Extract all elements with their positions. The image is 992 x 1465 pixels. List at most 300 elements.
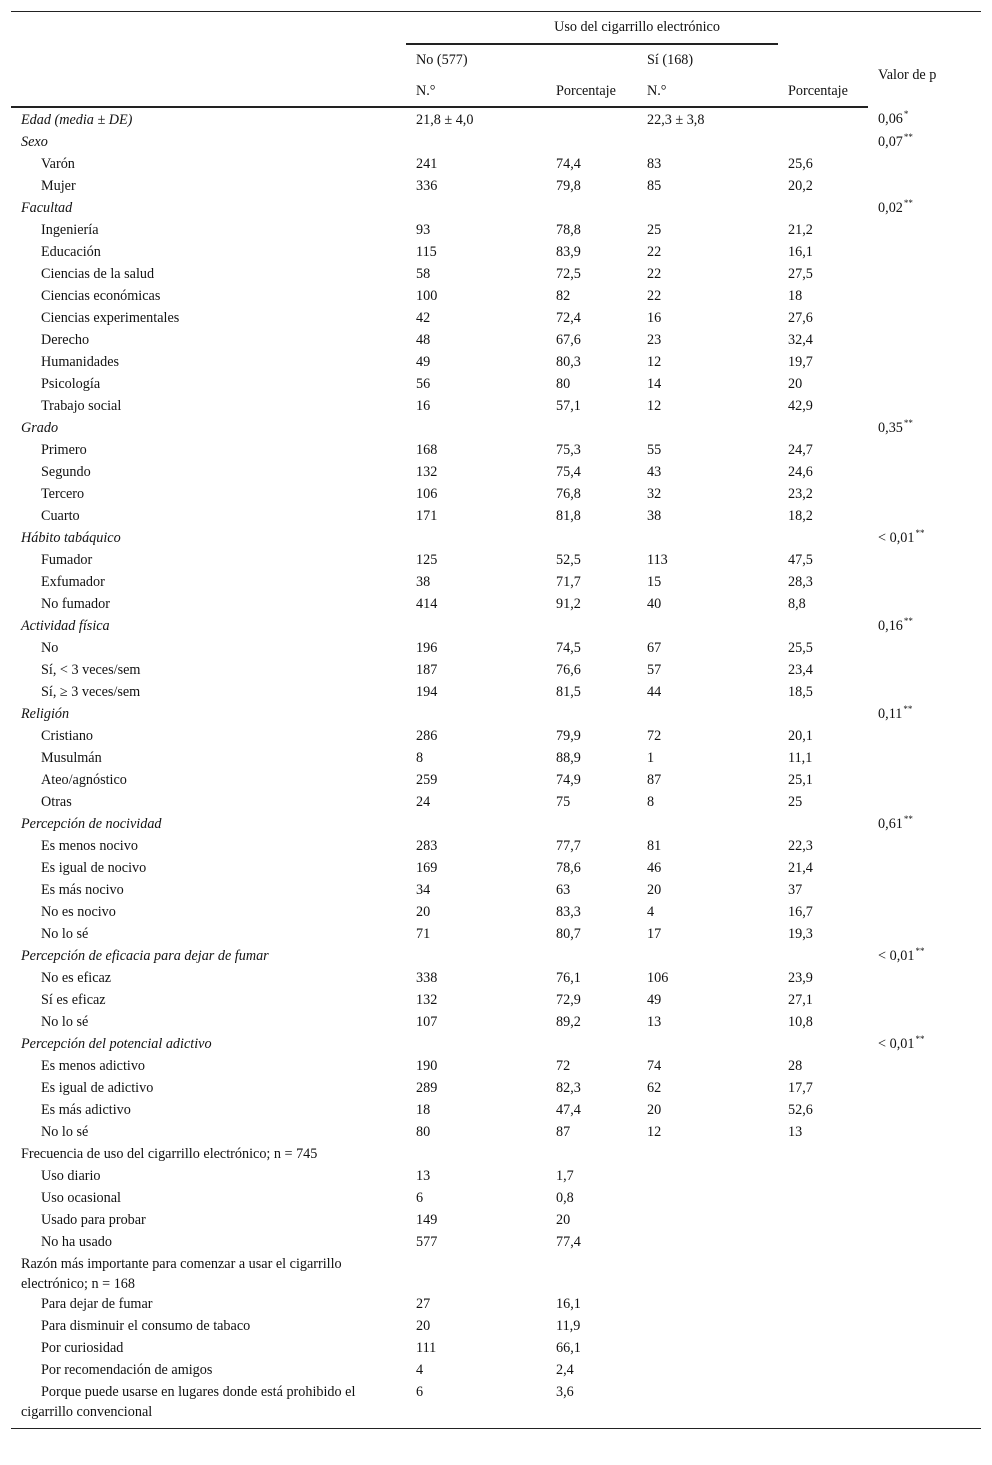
table-row — [11, 836, 981, 858]
no-percent-cell — [546, 748, 637, 770]
no-count-cell-text: 6 — [416, 1190, 424, 1206]
row-label — [11, 550, 406, 572]
pvalue-cell — [868, 1382, 981, 1429]
si-count-cell-text: 22 — [647, 288, 662, 304]
no-count-cell-text: 16 — [416, 398, 431, 414]
no-percent-cell — [546, 506, 637, 528]
row-label — [11, 440, 406, 462]
row-label — [11, 1078, 406, 1100]
si-count-cell-text: 12 — [647, 1124, 662, 1140]
pvalue-cell — [868, 1188, 981, 1210]
no-count-cell-text: 132 — [416, 992, 438, 1008]
no-percent-cell — [546, 946, 637, 968]
no-count-cell-text: 18 — [416, 1102, 431, 1118]
no-count-cell-text: 93 — [416, 222, 431, 238]
si-percent-cell-text: 27,6 — [788, 310, 813, 326]
si-count-cell — [637, 704, 778, 726]
si-percent-cell — [778, 572, 868, 594]
si-percent-cell — [778, 814, 868, 836]
row-label — [11, 1122, 406, 1144]
category-row — [11, 107, 981, 132]
table-row — [11, 1338, 981, 1360]
row-label-text: Por recomendación de amigos — [41, 1362, 213, 1378]
no-percent-cell — [546, 1122, 637, 1144]
row-label — [11, 1360, 406, 1382]
si-count-cell-text: 83 — [647, 156, 662, 172]
no-percent-cell — [546, 528, 637, 550]
no-percent-cell — [546, 660, 637, 682]
pvalue-cell — [868, 946, 981, 968]
pvalue-cell — [868, 396, 981, 418]
no-percent-cell — [546, 968, 637, 990]
no-percent-cell — [546, 902, 637, 924]
table-header — [11, 12, 981, 108]
si-percent-cell-text: 28 — [788, 1058, 803, 1074]
row-label-text: Uso diario — [41, 1168, 101, 1184]
no-count-cell — [406, 1166, 546, 1188]
si-percent-cell — [778, 308, 868, 330]
row-label — [11, 682, 406, 704]
si-count-cell-text: 81 — [647, 838, 662, 854]
row-label-text: No ha usado — [41, 1234, 112, 1250]
row-label-text: Sí, ≥ 3 veces/sem — [41, 684, 141, 700]
si-count-cell-text: 12 — [647, 398, 662, 414]
pvalue-cell — [868, 1210, 981, 1232]
pvalue-cell — [868, 352, 981, 374]
table-row — [11, 1166, 981, 1188]
si-percent-cell-text: 37 — [788, 882, 803, 898]
row-label-text: Psicología — [41, 376, 101, 392]
header-empty — [778, 44, 868, 76]
pvalue-cell — [868, 1100, 981, 1122]
row-label-text: Humanidades — [41, 354, 120, 370]
table-row — [11, 462, 981, 484]
si-count-cell — [637, 748, 778, 770]
si-count-cell — [637, 506, 778, 528]
row-label-text: No lo sé — [41, 926, 89, 942]
no-percent-cell — [546, 836, 637, 858]
no-count-cell-text: 125 — [416, 552, 438, 568]
si-count-cell — [637, 286, 778, 308]
row-label-text: Es igual de adictivo — [41, 1080, 154, 1096]
si-percent-cell — [778, 594, 868, 616]
significance-marker: ** — [915, 1034, 925, 1044]
si-percent-cell-text: 18 — [788, 288, 803, 304]
no-count-cell — [406, 550, 546, 572]
row-label — [11, 176, 406, 198]
category-row — [11, 946, 981, 968]
si-count-cell — [637, 176, 778, 198]
si-percent-cell — [778, 550, 868, 572]
row-label — [11, 990, 406, 1012]
no-count-cell — [406, 286, 546, 308]
no-count-cell-text: 577 — [416, 1234, 438, 1250]
si-percent-cell-text: 28,3 — [788, 574, 813, 590]
row-label — [11, 660, 406, 682]
si-percent-cell — [778, 836, 868, 858]
si-percent-cell — [778, 1034, 868, 1056]
row-label — [11, 1012, 406, 1034]
row-label-text: Exfumador — [41, 574, 105, 590]
no-percent-cell-text: 77,4 — [556, 1234, 581, 1250]
si-percent-cell — [778, 1122, 868, 1144]
no-percent-cell — [546, 858, 637, 880]
table-row — [11, 1012, 981, 1034]
row-label — [11, 572, 406, 594]
table-row — [11, 880, 981, 902]
row-label-text: Percepción de nocividad — [21, 816, 162, 832]
no-percent-cell — [546, 198, 637, 220]
no-count-cell-text: 171 — [416, 508, 438, 524]
si-percent-cell-text: 20,2 — [788, 178, 813, 194]
category-row — [11, 198, 981, 220]
si-percent-cell-text: 42,9 — [788, 398, 813, 414]
no-count-cell-text: 24 — [416, 794, 431, 810]
si-percent-cell — [778, 1254, 868, 1294]
si-percent-cell — [778, 374, 868, 396]
pvalue-cell — [868, 528, 981, 550]
table-row — [11, 858, 981, 880]
row-label-text: Percepción del potencial adictivo — [21, 1036, 212, 1052]
no-percent-cell — [546, 286, 637, 308]
pvalue-cell — [868, 770, 981, 792]
si-count-cell-text: 49 — [647, 992, 662, 1008]
si-percent-cell — [778, 748, 868, 770]
no-count-cell — [406, 396, 546, 418]
pvalue-cell-text: < 0,01 — [878, 1036, 915, 1052]
no-count-cell-text: 38 — [416, 574, 431, 590]
row-label — [11, 1210, 406, 1232]
no-percent-cell-text: 89,2 — [556, 1014, 581, 1030]
pvalue-cell — [868, 616, 981, 638]
no-count-cell-text: 115 — [416, 244, 437, 260]
no-count-cell-text: 34 — [416, 882, 431, 898]
si-percent-cell-text: 23,2 — [788, 486, 813, 502]
pvalue-cell — [868, 550, 981, 572]
no-count-cell-text: 190 — [416, 1058, 438, 1074]
row-label — [11, 396, 406, 418]
no-percent-cell — [546, 770, 637, 792]
row-label-text: Es menos adictivo — [41, 1058, 146, 1074]
pvalue-cell — [868, 1012, 981, 1034]
table-row — [11, 1360, 981, 1382]
table-row — [11, 924, 981, 946]
no-count-cell — [406, 1254, 546, 1294]
pvalue-cell — [868, 440, 981, 462]
category-row — [11, 704, 981, 726]
no-percent-cell — [546, 1034, 637, 1056]
si-count-cell — [637, 814, 778, 836]
si-count-cell-text: 20 — [647, 882, 662, 898]
table-row — [11, 506, 981, 528]
no-percent-cell-text: 2,4 — [556, 1362, 574, 1378]
no-percent-cell — [546, 154, 637, 176]
category-row — [11, 132, 981, 154]
si-percent-cell-text: 27,5 — [788, 266, 813, 282]
si-count-cell-text: 23 — [647, 332, 662, 348]
pvalue-cell — [868, 506, 981, 528]
no-count-cell — [406, 374, 546, 396]
table-row — [11, 660, 981, 682]
no-percent-cell-text: 66,1 — [556, 1340, 581, 1356]
si-n-header: N.° — [637, 76, 778, 107]
no-percent-cell-text: 72 — [556, 1058, 571, 1074]
si-count-cell-text: 13 — [647, 1014, 662, 1030]
si-percent-cell — [778, 1056, 868, 1078]
row-label — [11, 792, 406, 814]
category-row — [11, 528, 981, 550]
si-count-cell-text: 113 — [647, 552, 668, 568]
row-label-text: Sí es eficaz — [41, 992, 106, 1008]
si-percent-cell-text: 20 — [788, 376, 803, 392]
no-percent-cell — [546, 704, 637, 726]
row-label — [11, 638, 406, 660]
si-count-cell-text: 8 — [647, 794, 655, 810]
table-row — [11, 1232, 981, 1254]
no-count-cell — [406, 616, 546, 638]
no-count-cell — [406, 462, 546, 484]
no-count-cell-text: 42 — [416, 310, 431, 326]
si-count-cell — [637, 462, 778, 484]
si-percent-cell — [778, 484, 868, 506]
si-percent-cell-text: 23,4 — [788, 662, 813, 678]
no-count-cell-text: 283 — [416, 838, 438, 854]
table-row — [11, 638, 981, 660]
row-label-text: Primero — [41, 442, 87, 458]
no-percent-cell-text: 80,7 — [556, 926, 581, 942]
row-label — [11, 880, 406, 902]
pvalue-cell — [868, 1144, 981, 1166]
no-count-cell — [406, 154, 546, 176]
pvalue-cell — [868, 924, 981, 946]
row-label-text: No — [41, 640, 59, 656]
table-row — [11, 1382, 981, 1429]
si-count-cell — [637, 1034, 778, 1056]
no-count-cell — [406, 704, 546, 726]
pvalue-cell — [868, 462, 981, 484]
si-pct-header: Porcentaje — [778, 76, 868, 107]
no-percent-cell-text: 75,4 — [556, 464, 581, 480]
category-row — [11, 1034, 981, 1056]
no-count-cell — [406, 946, 546, 968]
no-count-cell-text: 241 — [416, 156, 438, 172]
si-percent-cell — [778, 176, 868, 198]
si-percent-cell — [778, 1100, 868, 1122]
pvalue-cell — [868, 264, 981, 286]
no-count-cell-text: 196 — [416, 640, 438, 656]
si-percent-cell-text: 52,6 — [788, 1102, 813, 1118]
no-percent-cell — [546, 814, 637, 836]
table-row — [11, 968, 981, 990]
no-percent-cell-text: 83,3 — [556, 904, 581, 920]
row-label — [11, 704, 406, 726]
no-count-cell-text: 132 — [416, 464, 438, 480]
si-percent-cell — [778, 286, 868, 308]
si-percent-cell — [778, 880, 868, 902]
si-count-cell — [637, 1294, 778, 1316]
row-label — [11, 1056, 406, 1078]
row-label-text: No fumador — [41, 596, 110, 612]
pvalue-cell — [868, 132, 981, 154]
row-label-text: Percepción de eficacia para dejar de fumar — [21, 948, 269, 964]
no-count-cell-text: 338 — [416, 970, 438, 986]
no-count-cell — [406, 1360, 546, 1382]
no-percent-cell — [546, 1294, 637, 1316]
no-count-cell — [406, 330, 546, 352]
no-count-cell — [406, 1122, 546, 1144]
no-percent-cell — [546, 1056, 637, 1078]
row-label-text: Otras — [41, 794, 72, 810]
si-count-cell-text: 4 — [647, 904, 655, 920]
no-percent-cell — [546, 1100, 637, 1122]
header-empty — [11, 76, 406, 107]
no-count-cell — [406, 682, 546, 704]
si-percent-cell — [778, 396, 868, 418]
pvalue-cell — [868, 1166, 981, 1188]
si-count-cell — [637, 484, 778, 506]
si-percent-cell-text: 32,4 — [788, 332, 813, 348]
table-row — [11, 308, 981, 330]
no-percent-cell — [546, 484, 637, 506]
category-row — [11, 1144, 981, 1166]
no-percent-cell — [546, 374, 637, 396]
category-row — [11, 418, 981, 440]
no-count-cell — [406, 1210, 546, 1232]
si-percent-cell — [778, 1144, 868, 1166]
table-row — [11, 440, 981, 462]
si-percent-cell-text: 19,3 — [788, 926, 813, 942]
si-count-cell — [637, 682, 778, 704]
row-label — [11, 1100, 406, 1122]
no-count-cell — [406, 1382, 546, 1429]
si-count-cell-text: 67 — [647, 640, 662, 656]
si-percent-cell-text: 20,1 — [788, 728, 813, 744]
no-count-cell-text: 336 — [416, 178, 438, 194]
table-row — [11, 396, 981, 418]
table-row — [11, 594, 981, 616]
no-count-cell — [406, 902, 546, 924]
row-label — [11, 1166, 406, 1188]
no-percent-cell — [546, 990, 637, 1012]
significance-marker: ** — [915, 946, 925, 956]
si-count-cell-text: 40 — [647, 596, 662, 612]
si-percent-cell-text: 18,2 — [788, 508, 813, 524]
no-count-cell — [406, 748, 546, 770]
si-percent-cell-text: 25 — [788, 794, 803, 810]
pvalue-header: Valor de p — [878, 67, 937, 83]
si-percent-cell — [778, 528, 868, 550]
row-label-text: Ateo/agnóstico — [41, 772, 127, 788]
row-label — [11, 1034, 406, 1056]
no-percent-cell — [546, 1210, 637, 1232]
pvalue-cell — [868, 484, 981, 506]
si-count-cell — [637, 330, 778, 352]
no-count-cell — [406, 594, 546, 616]
si-count-cell — [637, 946, 778, 968]
no-percent-cell — [546, 396, 637, 418]
no-percent-cell-text: 77,7 — [556, 838, 581, 854]
si-percent-cell — [778, 1316, 868, 1338]
row-label — [11, 726, 406, 748]
pvalue-cell-text: < 0,01 — [878, 530, 915, 546]
pvalue-cell — [868, 682, 981, 704]
no-count-cell-text: 111 — [416, 1340, 437, 1356]
si-percent-cell — [778, 726, 868, 748]
row-label — [11, 902, 406, 924]
no-count-cell — [406, 264, 546, 286]
table-row — [11, 770, 981, 792]
no-count-cell — [406, 1100, 546, 1122]
no-count-cell-text: 80 — [416, 1124, 431, 1140]
table-row — [11, 1100, 981, 1122]
significance-marker: ** — [903, 616, 913, 626]
row-label — [11, 1188, 406, 1210]
no-percent-cell — [546, 1360, 637, 1382]
si-count-cell-text: 72 — [647, 728, 662, 744]
significance-marker: ** — [903, 704, 913, 714]
row-label — [11, 484, 406, 506]
no-percent-cell-text: 63 — [556, 882, 571, 898]
si-percent-cell — [778, 1360, 868, 1382]
no-percent-cell-text: 74,4 — [556, 156, 581, 172]
si-percent-cell — [778, 418, 868, 440]
no-percent-cell-text: 78,8 — [556, 222, 581, 238]
si-count-cell — [637, 990, 778, 1012]
no-percent-cell-text: 71,7 — [556, 574, 581, 590]
row-label-text: Para disminuir el consumo de tabaco — [41, 1318, 251, 1334]
pvalue-cell — [868, 154, 981, 176]
row-label-text: Es menos nocivo — [41, 838, 138, 854]
no-count-cell-text: 8 — [416, 750, 424, 766]
si-count-cell — [637, 660, 778, 682]
row-label-text: Mujer — [41, 178, 76, 194]
no-percent-cell-text: 76,6 — [556, 662, 581, 678]
row-label-text: Cuarto — [41, 508, 80, 524]
si-percent-cell-text: 16,7 — [788, 904, 813, 920]
si-percent-cell — [778, 1188, 868, 1210]
pvalue-cell — [868, 242, 981, 264]
row-label-text: Tercero — [41, 486, 85, 502]
pvalue-cell — [868, 836, 981, 858]
si-count-cell-text: 20 — [647, 1102, 662, 1118]
si-count-cell — [637, 1122, 778, 1144]
no-percent-cell — [546, 1144, 637, 1166]
pvalue-cell — [868, 308, 981, 330]
row-label-text: Fumador — [41, 552, 93, 568]
no-count-cell — [406, 1338, 546, 1360]
no-count-cell — [406, 1034, 546, 1056]
no-count-cell — [406, 1316, 546, 1338]
row-label-text: Ciencias de la salud — [41, 266, 155, 282]
pvalue-cell — [868, 286, 981, 308]
si-count-cell — [637, 418, 778, 440]
pvalue-cell — [868, 968, 981, 990]
pvalue-cell — [868, 418, 981, 440]
row-label — [11, 107, 406, 132]
no-count-cell — [406, 528, 546, 550]
no-count-cell — [406, 1056, 546, 1078]
table-row — [11, 176, 981, 198]
row-label-text: Para dejar de fumar — [41, 1296, 153, 1312]
pvalue-cell — [868, 638, 981, 660]
header-empty — [11, 44, 406, 76]
si-count-cell — [637, 242, 778, 264]
no-percent-cell-text: 81,8 — [556, 508, 581, 524]
si-count-cell-text: 87 — [647, 772, 662, 788]
no-percent-cell — [546, 792, 637, 814]
no-count-cell — [406, 107, 546, 132]
significance-marker: ** — [915, 528, 925, 538]
